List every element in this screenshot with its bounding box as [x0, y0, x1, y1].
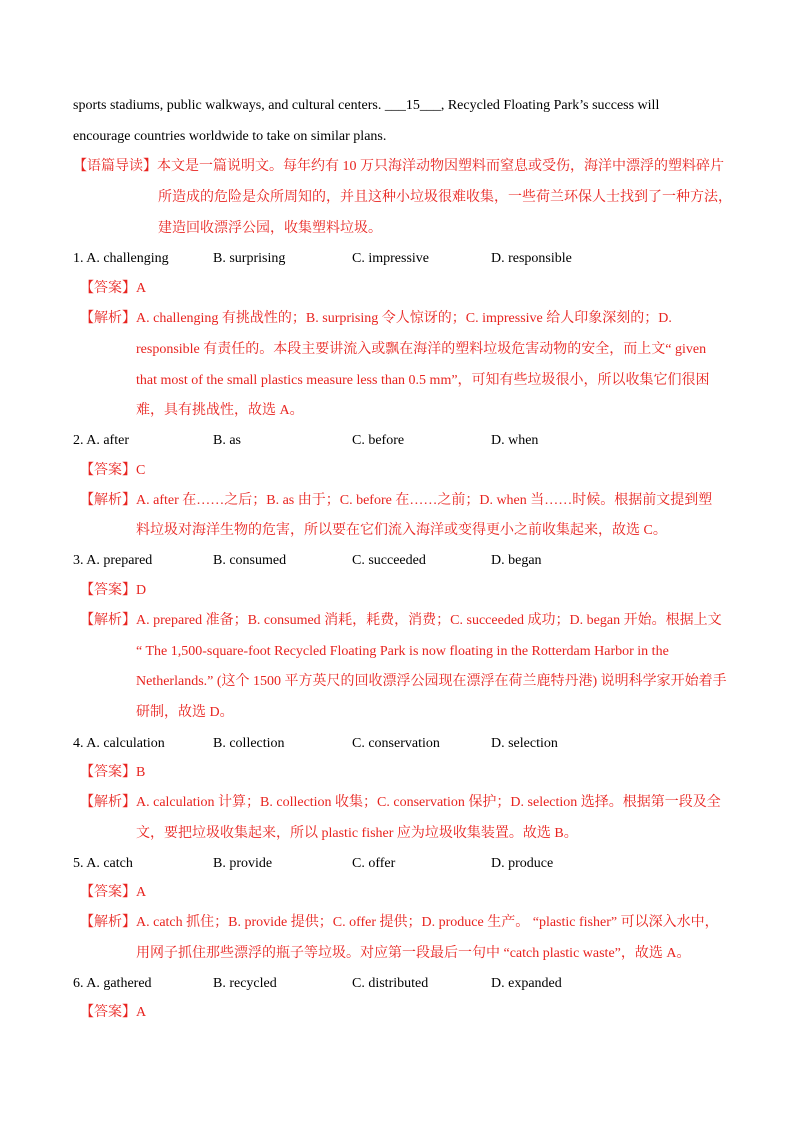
analysis-line-1 [80, 491, 712, 511]
answer-line [80, 461, 145, 481]
analysis-label: 【解析】 [80, 795, 136, 810]
option-a: 1. A. challenging [73, 251, 169, 266]
answer-label: 【答案】 [80, 463, 136, 478]
analysis-line-1 [80, 309, 672, 329]
analysis-line-4: 难，具有挑战性，故选 A。 [136, 403, 304, 418]
answer-line [80, 279, 146, 299]
analysis-label: 【解析】 [80, 613, 136, 628]
analysis-line-2: 料垃圾对海洋生物的危害，所以要在它们流入海洋或变得更小之前收集起来，故选 C。 [136, 523, 667, 538]
option-c: C. conservation [352, 736, 440, 751]
analysis-label: 【解析】 [80, 915, 136, 930]
passage-line-1: sports stadiums, public walkways, and cultural centers. ___15___, Recycled Floating Park’s success will [73, 98, 660, 113]
answer-label: 【答案】 [80, 583, 136, 598]
analysis-text: A. challenging 有挑战性的；B. surprising 令人惊讶的；C. impressive 给人印象深刻的；D. [136, 311, 672, 326]
option-d: D. when [491, 433, 539, 448]
option-a: 3. A. prepared [73, 553, 153, 568]
answer-line [80, 883, 146, 903]
option-a: 6. A. gathered [73, 976, 152, 991]
answer-line [80, 1003, 146, 1023]
option-c: C. succeeded [352, 553, 426, 568]
answer-value: C [136, 463, 146, 478]
analysis-text: A. catch 抓住；B. provide 提供；C. offer 提供；D. produce 生产。 “plastic fisher” 可以深入水中， [136, 915, 719, 930]
analysis-line-1 [80, 611, 722, 631]
option-b: B. collection [213, 736, 285, 751]
option-b: B. surprising [213, 251, 286, 266]
option-c: C. impressive [352, 251, 429, 266]
option-b: B. consumed [213, 553, 287, 568]
option-d: D. expanded [491, 976, 562, 991]
answer-value: D [136, 583, 147, 598]
analysis-line-3: that most of the small plastics measure less than 0.5 mm”，可知有些垃圾很小，所以收集它们很困 [136, 373, 710, 388]
option-a: 4. A. calculation [73, 736, 165, 751]
analysis-text: A. calculation 计算；B. collection 收集；C. conservation 保护；D. selection 选择。根据第一段及全 [136, 795, 721, 810]
answer-value: A [136, 1005, 147, 1020]
analysis-line-4: 研制，故选 D。 [136, 705, 234, 720]
answer-label: 【答案】 [80, 1005, 136, 1020]
option-a: 5. A. catch [73, 856, 133, 871]
analysis-line-1 [80, 913, 719, 933]
answer-line [80, 763, 145, 783]
guide-label: 【语篇导读】 [73, 159, 157, 174]
passage-line-2: encourage countries worldwide to take on similar plans. [73, 129, 387, 144]
analysis-text: A. prepared 准备；B. consumed 消耗，耗费，消费；C. succeeded 成功；D. began 开始。根据上文 [136, 613, 722, 628]
answer-line [80, 581, 146, 601]
option-c: C. distributed [352, 976, 429, 991]
answer-label: 【答案】 [80, 885, 136, 900]
analysis-label: 【解析】 [80, 493, 136, 508]
guide-line-2: 所造成的危险是众所周知的，并且这种小垃圾很难收集，一些荷兰环保人士找到了一种方法， [158, 190, 732, 205]
analysis-line-2: “ The 1,500-square-foot Recycled Floating Park is now floating in the Rotterdam Harbor in the [136, 644, 669, 659]
option-d: D. selection [491, 736, 558, 751]
analysis-line-1 [80, 793, 721, 813]
option-a: 2. A. after [73, 433, 129, 448]
analysis-line-2: 用网子抓住那些漂浮的瓶子等垃圾。对应第一段最后一句中 “catch plastic waste”，故选 A。 [136, 946, 691, 961]
analysis-label: 【解析】 [80, 311, 136, 326]
analysis-text: A. after 在……之后；B. as 由于；C. before 在……之前；D. when 当……时候。根据前文提到塑 [136, 493, 713, 508]
answer-label: 【答案】 [80, 281, 136, 296]
analysis-line-2: responsible 有责任的。本段主要讲流入或飘在海洋的塑料垃圾危害动物的安全，而上文“ given [136, 342, 707, 357]
guide-line-1: 本文是一篇说明文。每年约有 10 万只海洋动物因塑料而窒息或受伤，海洋中漂浮的塑料碎片 [157, 159, 724, 174]
option-d: D. began [491, 553, 542, 568]
option-d: D. produce [491, 856, 554, 871]
option-b: B. provide [213, 856, 273, 871]
analysis-line-2: 文，要把垃圾收集起来，所以 plastic fisher 应为垃圾收集装置。故选 B。 [136, 826, 578, 841]
option-c: C. offer [352, 856, 396, 871]
option-b: B. as [213, 433, 241, 448]
answer-value: A [136, 281, 147, 296]
analysis-line-3: Netherlands.” (这个 1500 平方英尺的回收漂浮公园现在漂浮在荷兰鹿特丹港) 说明科学家开始着手 [136, 674, 727, 689]
answer-value: A [136, 885, 147, 900]
option-b: B. recycled [213, 976, 277, 991]
option-c: C. before [352, 433, 405, 448]
answer-label: 【答案】 [80, 765, 136, 780]
option-d: D. responsible [491, 251, 572, 266]
guide-block [73, 157, 724, 177]
guide-line-3: 建造回收漂浮公园，收集塑料垃圾。 [158, 221, 382, 236]
answer-value: B [136, 765, 146, 780]
